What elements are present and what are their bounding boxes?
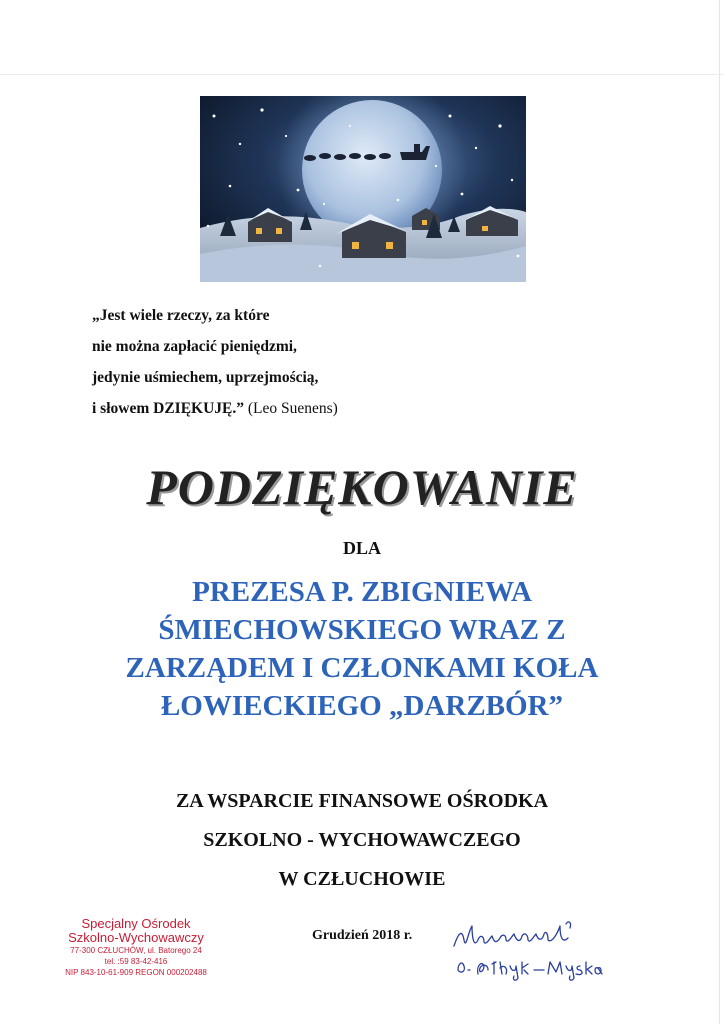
christmas-illustration [200,96,526,282]
recipient-line: ŁOWIECKIEGO „DARZBÓR” [160,690,564,722]
recipient-line: ŚMIECHOWSKIEGO WRAZ Z [158,614,566,646]
reason-line: W CZŁUCHOWIE [278,868,446,890]
page-edge [0,74,724,75]
stamp-line-1: Specjalny Ośrodek [81,916,191,931]
quote-line: nie można zapłacić pieniędzmi, [92,338,297,355]
reason-block [62,782,662,899]
quote-line-last [92,393,452,424]
stamp-ids: NIP 843-10-61-909 REGON 000202488 [65,968,207,977]
quote-ending: i słowem DZIĘKUJĘ.” [92,400,244,417]
stamp-phone: tel. :59 83-42-416 [104,957,168,966]
reason-line: SZKOLNO - WYCHOWAWCZEGO [203,829,521,851]
recipient-line: PREZESA P. ZBIGNIEWA [192,576,532,608]
reason-line: ZA WSPARCIE FINANSOWE OŚRODKA [175,790,549,812]
document-date: Grudzień 2018 r. [312,928,413,943]
stamp-address: 77-300 CZŁUCHÓW, ul. Batorego 24 [70,946,202,955]
recipient-block [62,573,662,725]
institution-stamp [36,917,236,978]
quote-line: „Jest wiele rzeczy, za które [92,307,270,324]
quote-line: jedynie uśmiechem, uprzejmością, [92,369,319,386]
quote-author: (Leo Suenens) [244,400,338,417]
quote-block [92,300,452,424]
handwritten-signature [448,916,608,988]
stamp-line-2: Szkolno-Wychowawczy [68,930,204,945]
document-title: PODZIĘKOWANIE [146,459,578,515]
dla-label: DLA [342,538,381,558]
recipient-line: ZARZĄDEM I CZŁONKAMI KOŁA [125,652,599,684]
